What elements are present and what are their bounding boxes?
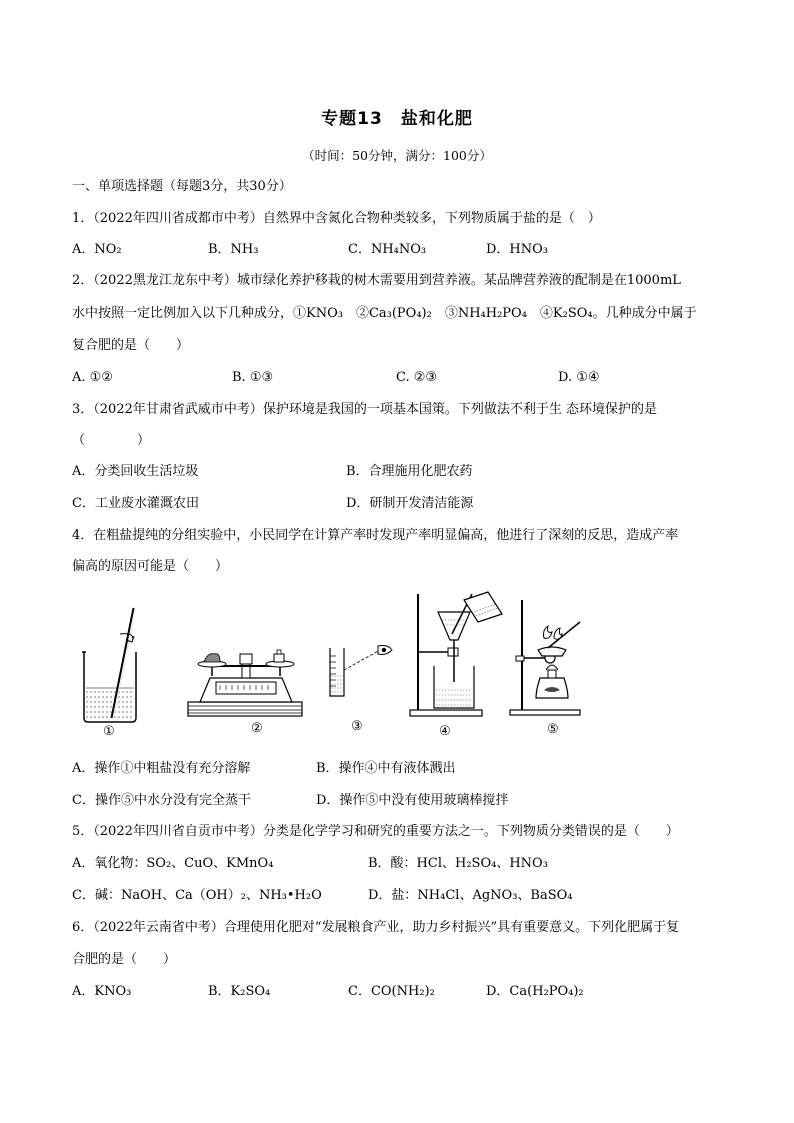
question-3-line-2: （ ） [72, 433, 151, 448]
question-4-line-1: 4．在粗盐提纯的分组实验中，小民同学在计算产率时发现产率明显偏高，他进行了深刻的反思，造成产率 [72, 528, 679, 543]
q5-option-a: A．氧化物：SO₂、CuO、KMnO₄ [72, 856, 274, 871]
section-heading: 一、单项选择题（每题3分，共30分） [72, 179, 292, 194]
question-5-stem: 5．（2022年四川省自贡市中考）分类是化学学习和研究的重要方法之一。下列物质分类错误的是（ ） [72, 824, 679, 839]
balance-weighing-figure [186, 640, 306, 720]
q1-option-b: B．NH₃ [208, 242, 259, 257]
q5-option-c: C．碱：NaOH、Ca（OH）₂、NH₃•H₂O [72, 888, 322, 903]
question-1-stem: 1．（2022年四川省成都市中考）自然界中含氮化合物种类较多，下列物质属于盐的是（ ） [72, 211, 601, 226]
q1-option-c: C．NH₄NO₃ [348, 242, 427, 257]
page-title: 专题13 盐和化肥 [321, 109, 473, 129]
question-4-line-2: 偏高的原因可能是（ ） [72, 559, 229, 574]
question-2-line-2: 水中按照一定比例加入以下几种成分，①KNO₃ ②Ca₃(PO₄)₂ ③NH₄H₂PO₄ ④K₂SO₄。几种成分中属于 [72, 306, 697, 321]
q1-option-d: D．HNO₃ [486, 242, 549, 257]
figure-caption-3: ③ [351, 719, 363, 734]
q2-option-b: B. ①③ [232, 370, 274, 385]
question-6-line-2: 合肥的是（ ） [72, 952, 177, 967]
q6-option-d: D．Ca(H₂PO₄)₂ [486, 984, 584, 999]
q3-option-c: C．工业废水灌溉农田 [72, 496, 199, 511]
question-3-line-1: 3．（2022年甘肃省武威市中考）保护环境是我国的一项基本国策。下列做法不利于生 态环境保护的是 [72, 402, 657, 417]
evaporation-figure [508, 598, 584, 716]
question-6-line-1: 6．（2022年云南省中考）合理使用化肥对“发展粮食产业，助力乡村振兴”具有重要意义。下列化肥属于复 [72, 920, 680, 935]
q1-option-a: A．NO₂ [72, 242, 122, 257]
q5-option-b: B．酸：HCl、H₂SO₄、HNO₃ [368, 856, 548, 871]
figure-caption-1: ① [103, 724, 115, 739]
q2-option-d: D. ①④ [558, 370, 600, 385]
question-2-line-3: 复合肥的是（ ） [72, 338, 190, 353]
question-2-line-1: 2．（2022黑龙江龙东中考）城市绿化养护移栽的树木需要用到营养液。某品牌营养液的配制是在1000mL [72, 273, 681, 288]
q4-option-b: B．操作④中有液体溅出 [316, 761, 456, 776]
filtration-figure [408, 590, 508, 720]
q2-option-a: A. ①② [72, 370, 113, 385]
q3-option-d: D．研制开发清洁能源 [346, 496, 474, 511]
q4-option-c: C．操作⑤中水分没有完全蒸干 [72, 793, 251, 808]
figure-caption-4: ④ [439, 724, 451, 739]
beaker-dissolving-figure [80, 606, 140, 726]
q2-option-c: C. ②③ [396, 370, 438, 385]
q6-option-b: B．K₂SO₄ [208, 984, 271, 999]
page-subtitle: （时间：50分钟，满分：100分） [302, 148, 492, 163]
figure-caption-5: ⑤ [547, 722, 559, 737]
q6-option-a: A．KNO₃ [72, 984, 132, 999]
graduated-cylinder-figure [328, 640, 398, 700]
figure-caption-2: ② [251, 721, 263, 736]
q6-option-c: C．CO(NH₂)₂ [348, 984, 435, 999]
q3-option-b: B．合理施用化肥农药 [346, 464, 473, 479]
q4-option-d: D．操作⑤中没有使用玻璃棒搅拌 [316, 793, 509, 808]
q4-option-a: A．操作①中粗盐没有充分溶解 [72, 761, 251, 776]
q3-option-a: A．分类回收生活垃圾 [72, 464, 199, 479]
q5-option-d: D．盐：NH₄Cl、AgNO₃、BaSO₄ [368, 888, 573, 903]
